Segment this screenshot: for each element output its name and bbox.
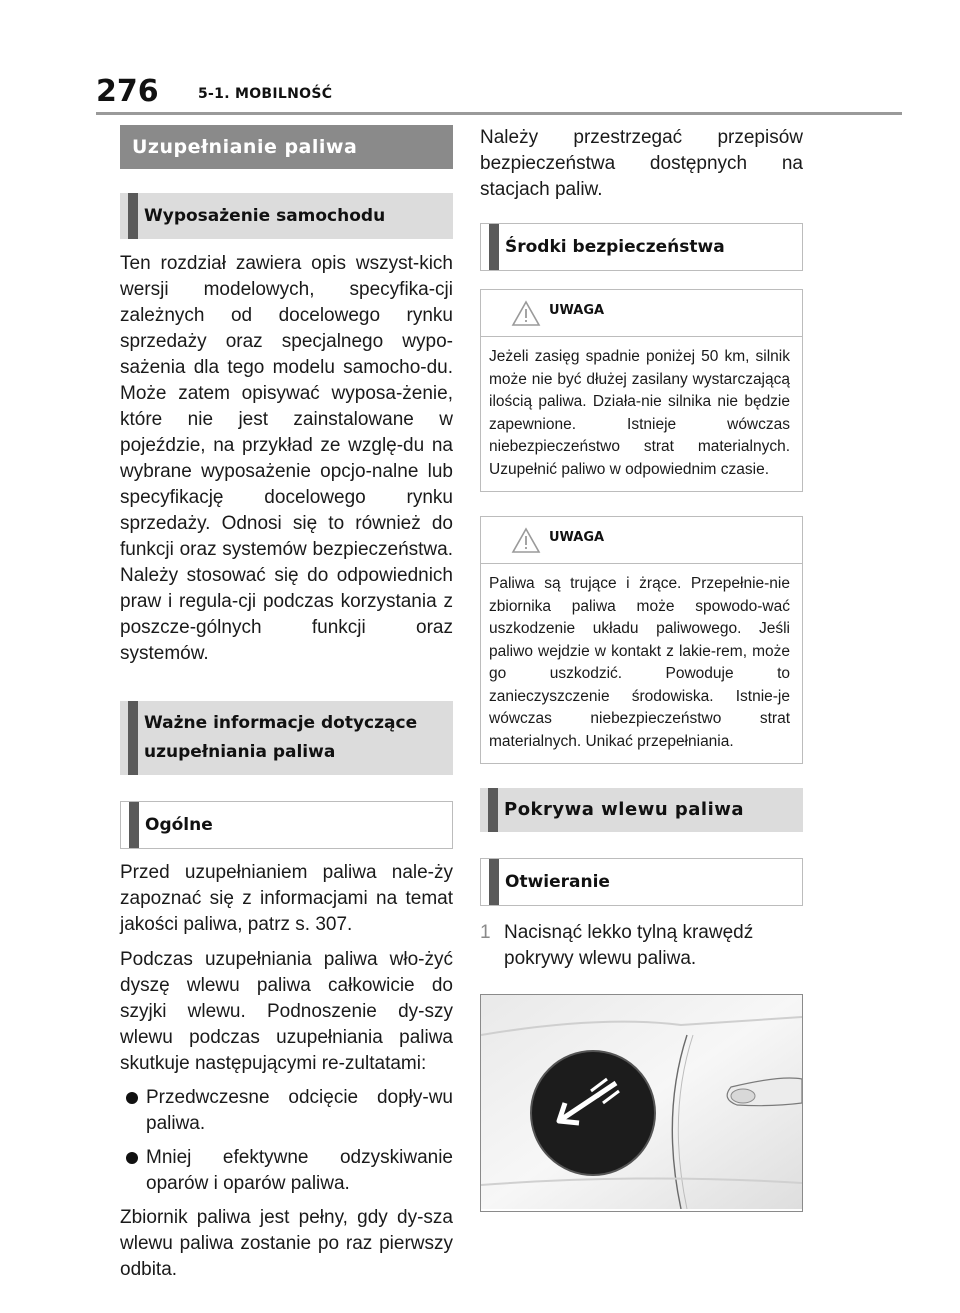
equipment-paragraph: Ten rozdział zawiera opis wszyst-kich wersji modelowych, specyfika-cji zależnych od docelowego rynku sprzedaży oraz specjalnego wypo-sażenia dla tego modelu samocho-du. Może zatem opisywać wyposa-żenie, które nie jest zainstalowane w pojeździe, na przykład ze wzglę-du na wybrane wyposażenie opcjo-nalne lub specyfikację docelowego rynku sprzedaży. Odnosi się to również do funkcji oraz systemów bezpieczeństwa. Należy stosować się do odpowiednich praw i regula-cji podczas korzystania z poszcze-gólnych funkcji oraz systemów. <box>120 253 453 664</box>
warning-header <box>489 517 790 563</box>
warning-triangle-icon <box>511 527 541 559</box>
fuel-flap-press-illustration <box>481 995 802 1209</box>
general-paragraph-1: Przed uzupełnianiem paliwa nale-ży zapoznać się z informacjami na temat jakości paliwa, patrz s. 307. <box>120 862 453 935</box>
bullet-text: Przedwczesne odcięcie dopły-wu paliwa. <box>146 1087 453 1134</box>
step-number: 1 <box>480 922 491 943</box>
warning-box-1 <box>480 289 803 492</box>
step-text: Nacisnąć lekko tylną krawędź pokrywy wlewu paliwa. <box>504 922 754 969</box>
warning-divider <box>481 336 802 337</box>
bullet-dot-icon <box>126 1092 138 1104</box>
warning-text: Paliwa są trujące i żrące. Przepełnie-nie zbiornika paliwa może spowodo-wać uszkodzenie układu paliwowego. Jeśli paliwo wejdzie w kontakt z lakie-rem, może go uszkodzić. Powoduje to zanieczyszczenie środowiska. Istnie-je wówczas niebezpieczeństwo strat materialnych. Unikać przepełniania. <box>489 575 790 750</box>
bullet-text: Mniej efektywne odzyskiwanie oparów i oparów paliwa. <box>146 1147 453 1194</box>
general-paragraph-2: Podczas uzupełniania paliwa wło-żyć dyszę wlewu paliwa całkowicie do szyjki wlewu. Podnoszenie dy-szy wlewu podczas uzupełniania paliwa skutkuje następującymi re-zultatami: <box>120 949 453 1074</box>
fuel-flap-figure <box>480 994 803 1212</box>
warning-title: UWAGA <box>549 530 605 545</box>
page-number: 276 <box>96 74 159 109</box>
subheading-opening: Otwieranie <box>480 858 803 906</box>
heading-fuel-filler-flap-text: Pokrywa wlewu paliwa <box>504 799 745 820</box>
header-rule <box>96 112 902 115</box>
subheading-safety: Środki bezpieczeństwa <box>480 223 803 271</box>
warning-triangle-icon <box>511 300 541 332</box>
heading-fuel-filler-flap <box>480 788 803 832</box>
step-item <box>480 920 803 972</box>
subheading-general: Ogólne <box>120 801 453 849</box>
section-label: 5-1. MOBILNOŚĆ <box>198 86 333 102</box>
subheading-vehicle-equipment: Wyposażenie samochodu <box>120 193 453 239</box>
warning-text: Jeżeli zasięg spadnie poniżej 50 km, silnik może nie być dłużej zasilany wystarczającą ilością paliwa. Działa-nie silnika nie będzie zapewnione. Istnieje wówczas niebezpieczeństwo strat materialnych. Uzupełnić paliwo w odpowiednim czasie. <box>489 348 790 478</box>
warning-title: UWAGA <box>549 303 605 318</box>
bullet-dot-icon <box>126 1152 138 1164</box>
bullet-item <box>120 1145 453 1197</box>
heading-accent-bar <box>488 788 498 832</box>
heading-refueling: Uzupełnianie paliwa <box>120 125 453 169</box>
warning-header <box>489 290 790 336</box>
general-paragraph-3: Zbiornik paliwa jest pełny, gdy dy-sza wlewu paliwa zostanie po raz pierwszy odbita. <box>120 1207 453 1280</box>
bullet-item <box>120 1085 453 1137</box>
intro-paragraph: Należy przestrzegać przepisów bezpieczeństwa dostępnych na stacjach paliw. <box>480 127 803 200</box>
subheading-important-info: Ważne informacje dotyczące uzupełniania paliwa <box>120 701 453 775</box>
warning-box-2 <box>480 516 803 764</box>
right-column <box>480 125 803 1212</box>
left-column <box>120 125 453 1283</box>
warning-divider <box>481 563 802 564</box>
